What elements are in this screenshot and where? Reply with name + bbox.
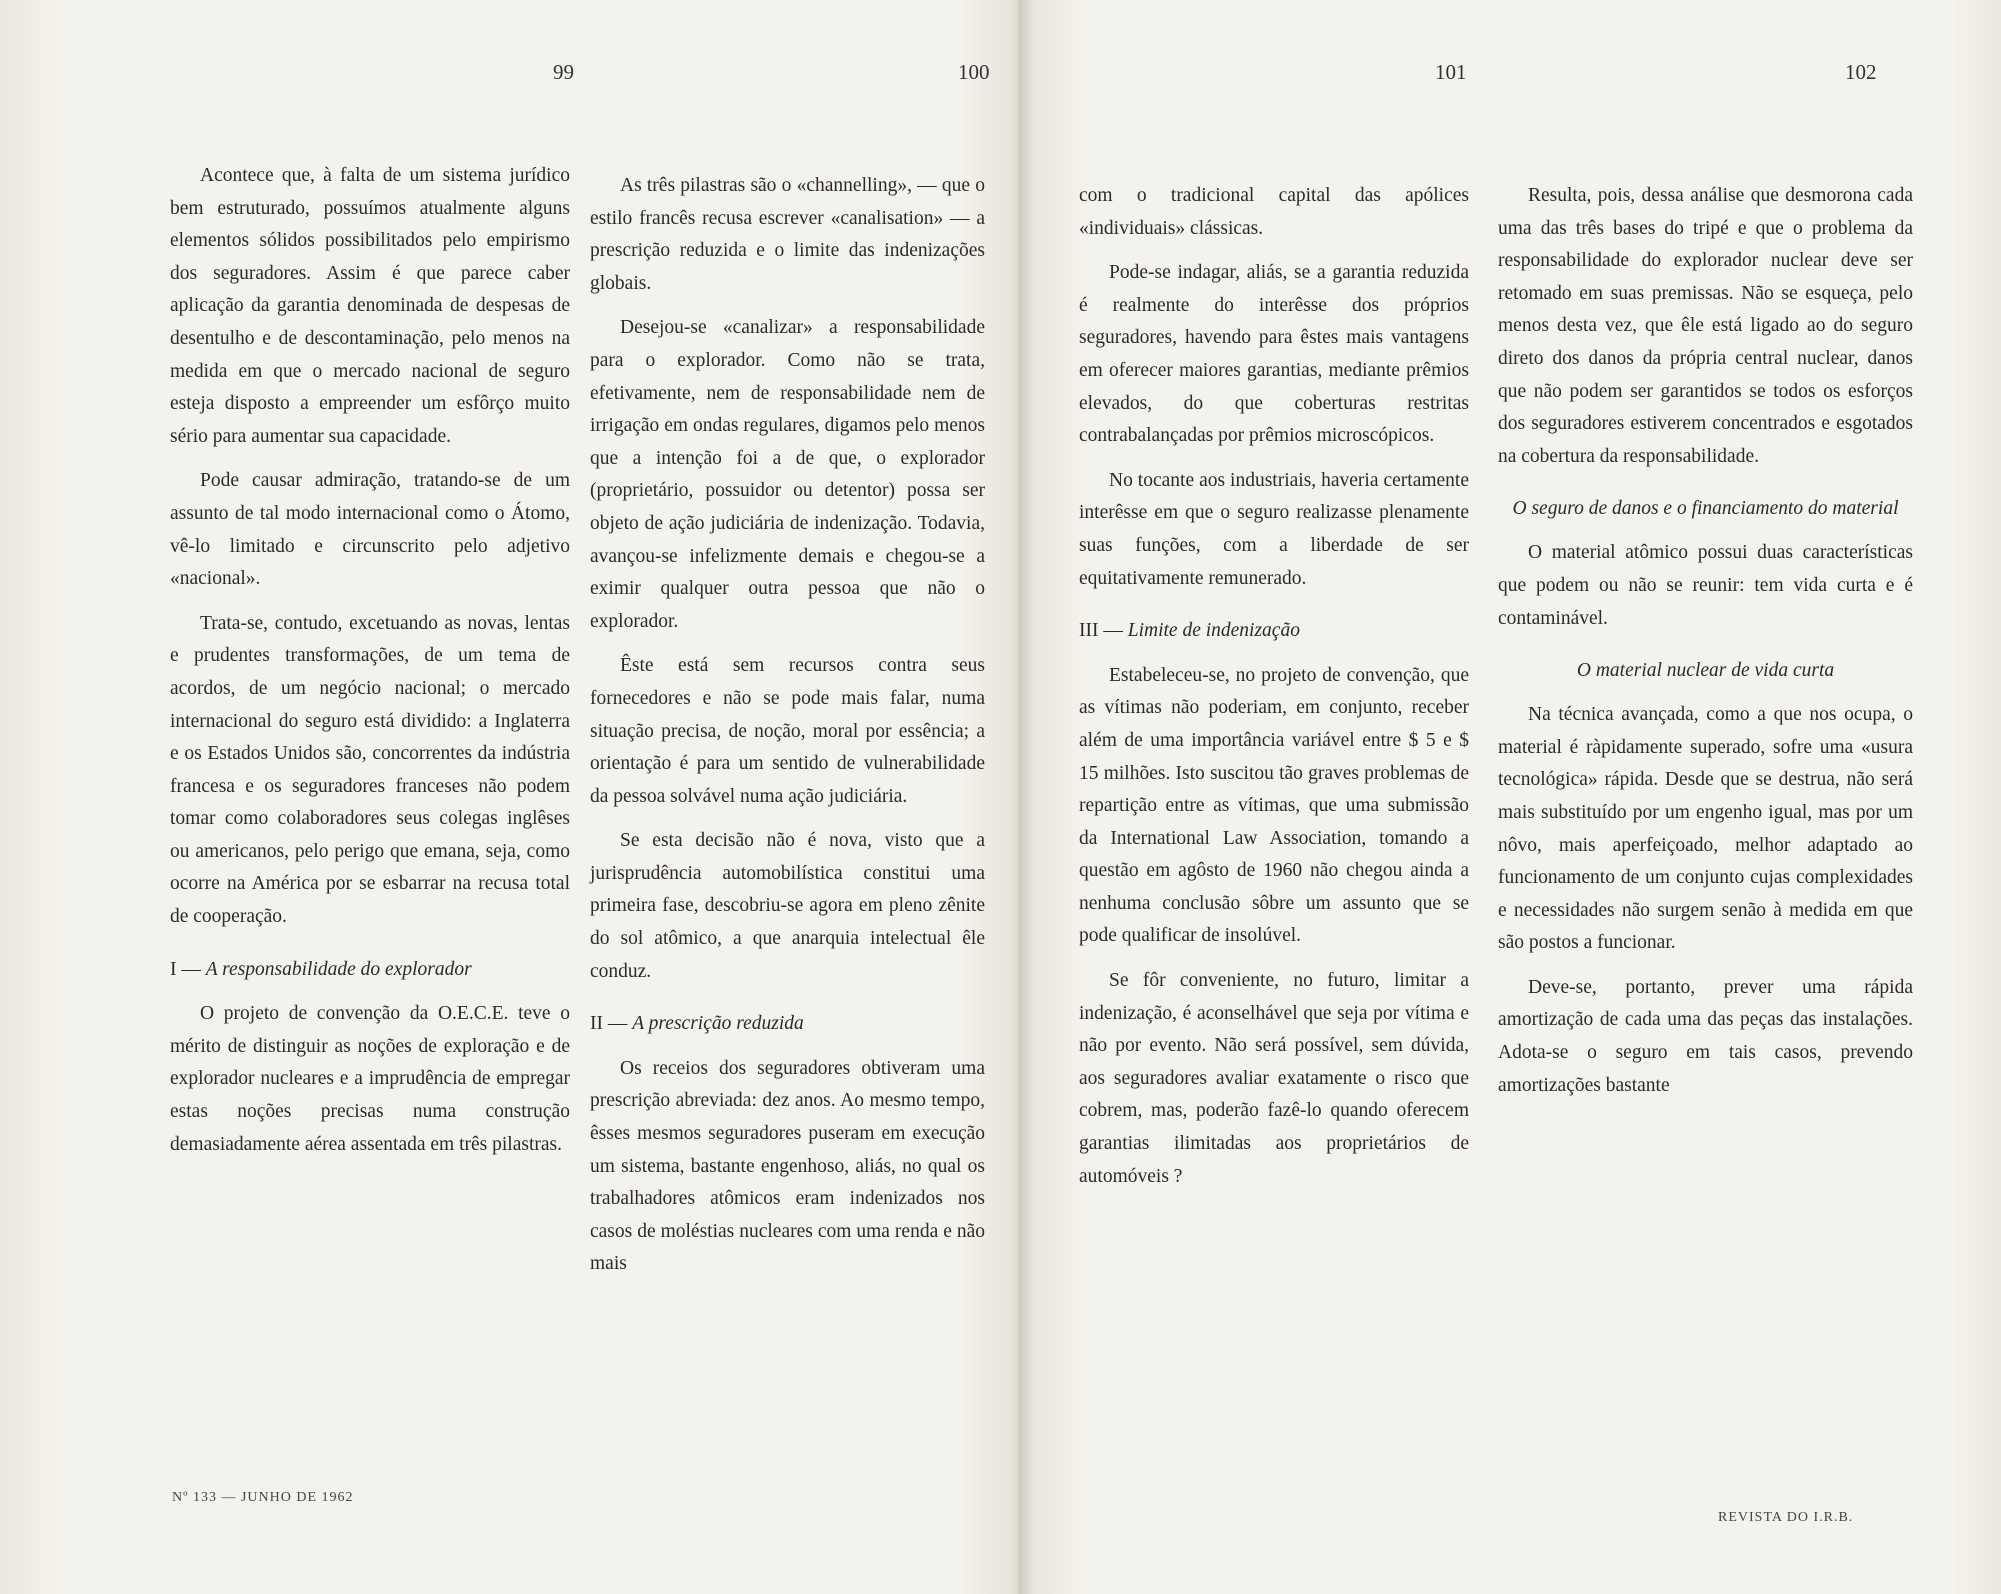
paragraph: Acontece que, à falta de um sistema jurídico bem estruturado, possuímos atualmente alguns elementos sólidos possibilitados pelo empirismo dos seguradores. Assim é que parece caber aplicação da garantia denominada de despesas de desentulho e de descontaminação, pelo menos na medida em que o mercado nacional de seguro esteja disposto a empreender um esfôrço muito sério para aumentar sua capacidade. bbox=[170, 165, 570, 447]
paragraph: com o tradicional capital das apólices «individuais» clássicas. bbox=[1079, 185, 1469, 239]
paragraph: Desejou-se «canalizar» a responsabilidade para o explorador. Como não se trata, efetivamente, nem de responsabilidade nem de irrigação em ondas regulares, digamos pelo menos que a intenção foi a de que, o explorador (proprietário, possuidor ou detentor) possa ser objeto de ação judiciária de indenização. Todavia, avançou-se infelizmente demais e chegou-se a eximir qualquer outra pessoa que não o explorador. bbox=[590, 317, 985, 632]
paragraph: Se esta decisão não é nova, visto que a jurisprudência automobilística constitui uma primeira fase, descobriu-se agora em pleno zênite do sol atômico, a que anarquia intelectual êle conduz. bbox=[590, 830, 985, 982]
subsection-heading: O material nuclear de vida curta bbox=[1576, 660, 1835, 682]
page-number-101: 101 bbox=[1435, 60, 1467, 84]
section-title: A responsabilidade do explorador bbox=[205, 958, 472, 980]
paragraph: Resulta, pois, dessa análise que desmorona cada uma das três bases do tripé e que o problema da responsabilidade do explorador nuclear deve ser retomado em suas premissas. Não se esqueça, pelo menos desta vez, que êle está ligado ao do seguro direto dos danos da própria central nuclear, danos que não podem ser garantidos se todos os esforços dos seguradores estiverem concentrados e esgotados na cobertura da responsabilidade. bbox=[1498, 185, 1913, 467]
paragraph: Na técnica avançada, como a que nos ocupa, o material é ràpidamente superado, sofre uma «usura tecnológica» rápida. Desde que se destrua, não será mais substituído por um engenho igual, mas por um nôvo, mais aperfeiçoado, melhor adaptado ao funcionamento de um conjunto cujas complexidades e necessidades não surgem senão à medida em que são postos a funcionar. bbox=[1498, 704, 1913, 954]
text-column-page-101 bbox=[1079, 180, 1469, 1205]
paragraph: Os receios dos seguradores obtiveram uma prescrição abreviada: dez anos. Ao mesmo tempo, êsses mesmos seguradores puseram em execução um sistema, bastante engenhoso, aliás, no qual os trabalhadores atômicos eram indenizados nos casos de moléstias nucleares com uma renda e não mais bbox=[590, 1057, 985, 1275]
paragraph: Deve-se, portanto, prever uma rápida amortização de cada uma das peças das instalações. Adota-se o seguro em tais casos, prevendo amortizações bastante bbox=[1498, 976, 1913, 1096]
right-page bbox=[1022, 0, 2001, 1594]
paragraph: Pode causar admiração, tratando-se de um assunto de tal modo internacional como o Átomo, vê-lo limitado e circunscrito pelo adjetivo «nacional». bbox=[170, 470, 570, 590]
section-title: A prescrição reduzida bbox=[632, 1013, 804, 1035]
text-column-page-102 bbox=[1498, 180, 1913, 1114]
paragraph: As três pilastras são o «channelling», — que o estilo francês recusa escrever «canalisation» — a prescrição reduzida e o limite das indenizações globais. bbox=[590, 175, 985, 294]
paragraph: Se fôr conveniente, no futuro, limitar a indenização, é aconselhável que seja por vítima e não por evento. Não será possível, sem dúvida, aos seguradores avaliar exatamente o risco que cobrem, mas, poderão fazê-lo quando oferecem garantias ilimitadas aos proprietários de automóveis ? bbox=[1079, 970, 1469, 1187]
paragraph: Pode-se indagar, aliás, se a garantia reduzida é realmente do interêsse dos próprios seguradores, havendo para êstes mais vantagens em oferecer maiores garantias, mediante prêmios elevados, do que coberturas restritas contrabalançadas por prêmios microscópicos. bbox=[1079, 262, 1469, 447]
paragraph: Êste está sem recursos contra seus fornecedores e não se pode mais falar, numa situação precisa, de noção, moral por essência; a orientação é para um sentido de vulnerabilidade da pessoa solvável numa ação judiciária. bbox=[590, 655, 985, 807]
paragraph: O material atômico possui duas características que podem ou não se reunir: tem vida curta e é contaminável. bbox=[1498, 542, 1913, 629]
footer-journal: REVISTA DO I.R.B. bbox=[1718, 1510, 1854, 1525]
section-number: II — bbox=[590, 1013, 628, 1035]
text-column-page-99 bbox=[170, 160, 570, 1173]
page-number-102: 102 bbox=[1845, 60, 1877, 84]
section-title: Limite de indenização bbox=[1127, 620, 1300, 642]
section-heading bbox=[590, 1008, 985, 1041]
paragraph: Trata-se, contudo, excetuando as novas, lentas e prudentes transformações, de um tema de acordos, de um negócio nacional; o mercado internacional do seguro está dividido: a Inglaterra e os Estados Unidos são, concorrentes da indústria francesa e os seguradores franceses não podem tomar como colaboradores seus colegas inglêses ou americanos, pelo perigo que emana, seja, como ocorre na América por se esbarrar na recusa total de cooperação. bbox=[170, 612, 570, 928]
paragraph: No tocante aos industriais, haveria certamente interêsse em que o seguro realizasse plenamente suas funções, com a liberdade de ser equitativamente remunerado. bbox=[1079, 469, 1469, 589]
text-column-page-100 bbox=[590, 170, 985, 1293]
section-number: III — bbox=[1079, 620, 1123, 642]
footer-issue: Nº 133 — JUNHO DE 1962 bbox=[172, 1490, 354, 1505]
section-heading bbox=[1079, 615, 1469, 648]
paragraph: O projeto de convenção da O.E.C.E. teve o mérito de distinguir as noções de exploração e de explorador nucleares e a imprudência de empregar estas noções precisas numa construção demasiadamente aérea assentada em três pilastras. bbox=[170, 1003, 570, 1155]
page-number-99: 99 bbox=[553, 60, 574, 84]
paragraph: Estabeleceu-se, no projeto de convenção, que as vítimas não poderiam, em conjunto, receber além de uma importância variável entre $ 5 e $ 15 milhões. Isto suscitou tão graves problemas de repartição entre as vítimas, que uma submissão da International Law Association, tomando a questão em agôsto de 1960 não chegou ainda a nenhuma conclusão sôbre um assunto que se pode qualificar de insolúvel. bbox=[1079, 664, 1469, 947]
subsection-heading: O seguro de danos e o financiamento do material bbox=[1512, 498, 1899, 520]
section-heading bbox=[170, 954, 570, 987]
section-number: I — bbox=[170, 958, 201, 980]
page-number-100: 100 bbox=[958, 60, 990, 84]
